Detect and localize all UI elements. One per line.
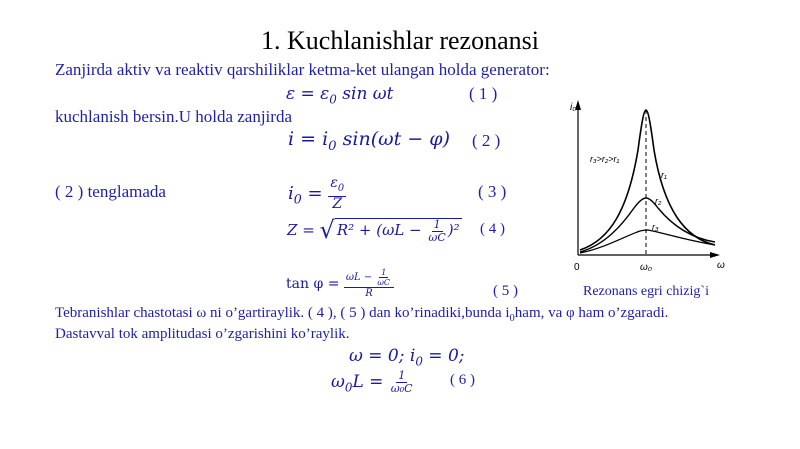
equation-omega-zero: ω = 0; $i_0 = 0$; [349,346,465,369]
equation-2: $i = i_0$ sin(ωt − φ) [288,128,450,154]
equation-1: $\varepsilon = \varepsilon_0$ sin ωt [286,84,394,107]
graph-caption: Rezonans egri chizig`i [583,284,709,299]
curve-label-r2: r₂ [655,196,662,206]
line-2-text: kuchlanish bersin.U holda zanjirda [55,107,292,126]
equation-6-number: ( 6 ) [450,372,475,388]
equation-2-number: ( 2 ) [472,131,501,150]
paragraph-2: Dastavval tok amplitudasi o’zgarishini ko’raylik. [55,326,350,342]
equation-5: tan φ = ωL − $\frac{1}{\omega C}$ R [286,268,394,300]
paragraph-1: Tebranishlar chastotasi ω ni o’gartiraylik. ( 4 ), ( 5 ) dan ko’rinadiki,bunda $i_0ham$, va φ ham o’zgaradi. [55,305,669,324]
curve-label-r3: r₃ [652,222,659,232]
equation-3: $i_0$ = $\frac{\varepsilon_0}{Z}$ [288,175,345,212]
slide-title: 1. Kuchlanishlar rezonansi [261,26,539,55]
legend-text: r₃>r₂>r₁ [590,154,620,164]
line-3-text: ( 2 ) tenglamada [55,182,166,201]
omega0-label: ω₀ [640,262,653,273]
intro-text: Zanjirda aktiv va reaktiv qarshiliklar ketma-ket ulangan holda generator: [55,60,550,79]
curve-r1 [580,110,715,250]
curve-label-r1: r₁ [661,170,667,180]
y-axis-label: i₀ [570,102,577,113]
curve-r2 [580,198,715,252]
x-axis-arrow-icon [710,252,720,258]
equation-4: Z = √ R² + (ωL − $\frac{1}{\omega C}$ )² [287,216,460,244]
equation-6: $\omega_0L$ = $\frac{1}{\text{ω₀C}}$ [331,369,413,395]
origin-label: 0 [574,262,580,273]
equation-3-number: ( 3 ) [478,182,507,201]
equation-5-number: ( 5 ) [493,283,518,299]
x-axis-label: ω [717,260,725,271]
resonance-curve-graph [560,90,730,280]
curve-r3 [580,230,715,253]
equation-4-number: ( 4 ) [480,221,505,237]
equation-1-number: ( 1 ) [469,84,498,103]
